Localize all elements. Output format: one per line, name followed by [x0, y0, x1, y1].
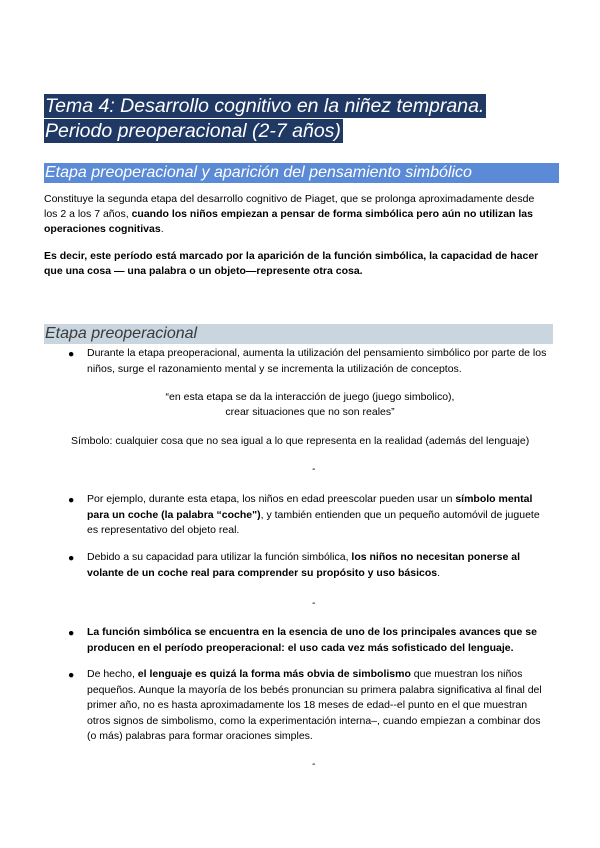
section-heading-symbolic-text: Etapa preoperacional y aparición del pensamiento simbólico	[45, 164, 472, 181]
bullet-marker: ●	[68, 552, 75, 564]
separator-dash-2: -	[312, 597, 316, 609]
bullet-preoperational-growth: Durante la etapa preoperacional, aumenta la utilización del pensamiento simbólico por parte de los niños, surge el razonamiento mental y se incrementa la utilización de conceptos.	[87, 347, 547, 375]
paragraph-symbolic-function: Es decir, este período está marcado por la aparición de la función simbólica, la capacidad de hacer que una cosa — una palabra o un objeto—represente otra cosa.	[44, 250, 539, 277]
bullet2-text-a: Por ejemplo, durante esta etapa, los niños en edad preescolar pueden usar un	[87, 493, 456, 505]
intro-bold-text: cuando los niños empiezan a pensar de forma simbólica pero aún no utilizan las operaciones cognitivas	[44, 208, 533, 235]
bullet5-bold: el lenguaje es quizá la forma más obvia de simbolismo	[137, 668, 411, 680]
section-heading-symbolic	[44, 163, 559, 183]
intro-end: .	[160, 223, 164, 235]
bullet2-bold: símbolo mental para un coche (la palabra “coche")	[87, 493, 533, 521]
intro-text: Constituye la segunda etapa del desarrollo cognitivo de Piaget, que se prolonga aproximadamente desde los 2 a los 7 años,	[44, 193, 535, 220]
separator-dash-1: -	[312, 463, 316, 475]
bullet2-text-c: , y también entienden que un pequeño automóvil de juguete es representativo del objeto real.	[87, 508, 540, 536]
bullet3-text-a: Debido a su capacidad para utilizar la función simbólica,	[87, 551, 352, 563]
bullet3-text-c: .	[437, 566, 441, 579]
bullet-symbolic-ability	[87, 550, 552, 581]
section-heading-preoperational-text: Etapa preoperacional	[45, 325, 198, 342]
bullet3-bold: los niños no necesitan ponerse al volante de un coche real para comprender su propósito y uso básicos	[87, 551, 521, 579]
bullet-marker: ●	[68, 627, 75, 639]
title-line-1: Tema 4: Desarrollo cognitivo en la niñez temprana.	[45, 95, 485, 117]
symbol-definition: Símbolo: cualquier cosa que no sea igual a lo que representa en la realidad (además del lenguaje)	[71, 435, 530, 447]
bullet-marker: ●	[68, 494, 75, 506]
bullet5-text-a: De hecho,	[87, 668, 138, 680]
bullet5-text-c: que muestran los niños pequeños. Aunque la mayoría de los bebés pronuncian su primera palabra significativa al final del primer año, no es hasta aproximadamente los 18 meses de edad--el punto en el que muestran otros signos de simbolismo, como la experimentación interna–, cuando empiezan a combinar dos (o más) palabras para formar oraciones simples.	[87, 668, 542, 742]
document-title	[44, 94, 486, 144]
bullet-car-example	[87, 492, 552, 539]
quote-symbolic-play: “en esta etapa se da la interacción de juego (juego simbolico), crear situaciones que no son reales”	[165, 391, 455, 418]
separator-dash-3: -	[312, 758, 316, 770]
paragraph-intro	[44, 192, 549, 237]
bullet-marker: ●	[68, 669, 75, 681]
section-heading-preoperational	[44, 324, 553, 344]
bullet-language-advance: La función simbólica se encuentra en la esencia de uno de los principales avances que se producen en el período preoperacional: el uso cada vez más sofisticado del lenguaje.	[87, 626, 537, 654]
bullet-marker: ●	[68, 348, 75, 360]
bullet-language-symbolism	[87, 667, 552, 745]
title-line-2: Periodo preoperacional (2-7 años)	[45, 120, 341, 142]
